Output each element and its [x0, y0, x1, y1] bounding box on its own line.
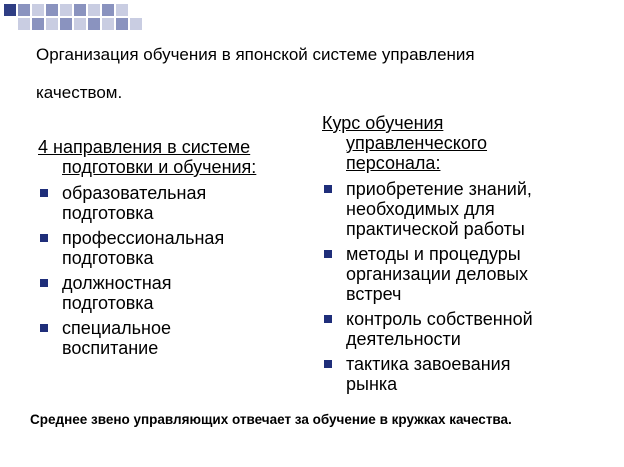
deco-square: [32, 18, 44, 30]
item-line: воспитание: [62, 338, 159, 358]
deco-square: [32, 4, 44, 16]
left-list: [38, 183, 300, 358]
deco-square: [74, 4, 86, 16]
decorative-squares: [0, 0, 160, 40]
deco-square: [102, 18, 114, 30]
item-line: организации деловых: [346, 264, 529, 284]
heading-line: 4 направления в системе: [38, 137, 251, 157]
heading-line: Курс обучения: [322, 113, 444, 133]
right-heading: [322, 113, 612, 173]
right-list: [322, 179, 612, 394]
list-item: [38, 318, 300, 358]
deco-square: [46, 4, 58, 16]
item-line: контроль собственной: [346, 309, 533, 329]
slide-title: [36, 36, 596, 112]
deco-square: [18, 18, 30, 30]
list-item: [38, 183, 300, 223]
deco-square: [60, 18, 72, 30]
square-bullet-icon: [40, 189, 48, 197]
deco-square: [102, 4, 114, 16]
deco-square: [4, 4, 16, 16]
item-line: методы и процедуры: [346, 244, 521, 264]
list-item: [322, 179, 612, 239]
deco-square: [60, 4, 72, 16]
deco-square: [46, 18, 58, 30]
deco-square: [18, 4, 30, 16]
footer-note: Среднее звено управляющих отвечает за обучение в кружках качества.: [30, 412, 512, 427]
item-line: тактика завоевания: [346, 354, 511, 374]
item-line: встреч: [346, 284, 402, 304]
item-line: специальное: [62, 318, 171, 338]
heading-line: персонала:: [346, 153, 441, 173]
item-line: деятельности: [346, 329, 461, 349]
square-bullet-icon: [324, 250, 332, 258]
square-bullet-icon: [40, 324, 48, 332]
deco-square: [88, 4, 100, 16]
deco-square: [74, 18, 86, 30]
heading-line: управленческого: [346, 133, 488, 153]
item-line: подготовка: [62, 248, 154, 268]
square-bullet-icon: [324, 315, 332, 323]
list-item: [322, 309, 612, 349]
deco-square: [88, 18, 100, 30]
title-line: качеством.: [36, 83, 123, 102]
square-bullet-icon: [324, 185, 332, 193]
deco-square: [116, 18, 128, 30]
item-line: профессиональная: [62, 228, 225, 248]
deco-square: [116, 4, 128, 16]
list-item: [322, 244, 612, 304]
square-bullet-icon: [40, 279, 48, 287]
item-line: образовательная: [62, 183, 207, 203]
item-line: приобретение знаний,: [346, 179, 532, 199]
item-line: должностная: [62, 273, 172, 293]
left-heading: [38, 137, 300, 177]
item-line: практической работы: [346, 219, 525, 239]
square-bullet-icon: [40, 234, 48, 242]
right-column: [322, 113, 612, 399]
item-line: подготовка: [62, 293, 154, 313]
left-column: [38, 137, 300, 363]
deco-square: [130, 18, 142, 30]
item-line: подготовка: [62, 203, 154, 223]
item-line: рынка: [346, 374, 398, 394]
list-item: [322, 354, 612, 394]
list-item: [38, 273, 300, 313]
list-item: [38, 228, 300, 268]
square-bullet-icon: [324, 360, 332, 368]
heading-line: подготовки и обучения:: [62, 157, 257, 177]
title-line: Организация обучения в японской системе управления: [36, 45, 475, 64]
item-line: необходимых для: [346, 199, 495, 219]
